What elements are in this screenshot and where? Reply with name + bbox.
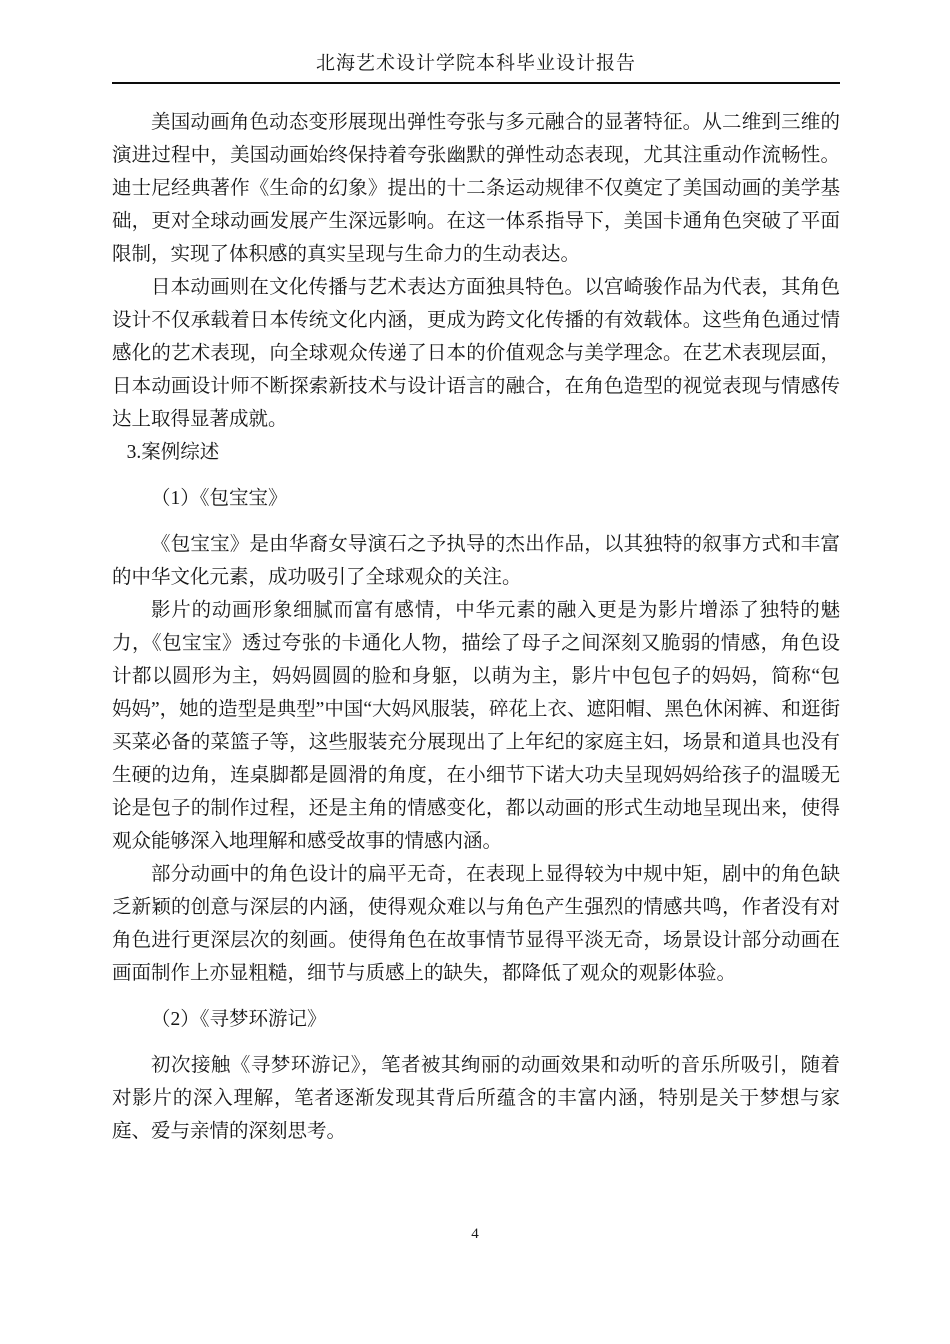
heading-case-overview: 3.案例综述	[126, 442, 220, 463]
paragraph-bao-analysis: 影片的动画形象细腻而富有感情，中华元素的融入更是为影片增添了独特的魅力，《包宝宝》透过夸张的卡通化人物，描绘了母子之间深刻又脆弱的情感，角色设计都以圆形为主，妈妈圆圆的脸和身躯，以萌为主，影片中包包子的妈妈，简称“包妈妈”，她的造型是典型”中国“大妈风服装，碎花上衣、遮阳帽、黑色休闲裤、和逛街买菜必备的菜篮子等，这些服装充分展现出了上年纪的家庭主妇，场景和道具也没有生硬的边角，连桌脚都是圆滑的角度，在小细节下诺大功夫呈现妈妈给孩子的温暖无论是包子的制作过程，还是主角的情感变化，都以动画的形式生动地呈现出来，使得观众能够深入地理解和感受故事的情感内涵。	[112, 600, 840, 852]
header-divider	[112, 76, 840, 84]
report-header-title: 北海艺术设计学院本科毕业设计报告	[315, 53, 636, 74]
paragraph-bao-critique: 部分动画中的角色设计的扁平无奇，在表现上显得较为中规中矩，剧中的角色缺乏新颖的创意与深层的内涵，使得观众难以与角色产生强烈的情感共鸣，作者没有对角色进行更深层次的刻画。使得角色在故事情节显得平淡无奇，场景设计部分动画在画面制作上亦显粗糙，细节与质感上的缺失，都降低了观众的观影体验。	[112, 864, 840, 984]
document-body	[112, 106, 840, 1148]
paragraph-bao-intro: 《包宝宝》是由华裔女导演石之予执导的杰出作品，以其独特的叙事方式和丰富的中华文化元素，成功吸引了全球观众的关注。	[112, 534, 840, 588]
paragraph-jp-animation: 日本动画则在文化传播与艺术表达方面独具特色。以宫崎骏作品为代表，其角色设计不仅承载着日本传统文化内涵，更成为跨文化传播的有效载体。这些角色通过情感化的艺术表现，向全球观众传递了日本的价值观念与美学理念。在艺术表现层面，日本动画设计师不断探索新技术与设计语言的融合，在角色造型的视觉表现与情感传达上取得显著成就。	[112, 277, 840, 430]
page-header	[112, 0, 840, 76]
paragraph-us-animation: 美国动画角色动态变形展现出弹性夸张与多元融合的显著特征。从二维到三维的演进过程中，美国动画始终保持着夸张幽默的弹性动态表现，尤其注重动作流畅性。迪士尼经典著作《生命的幻象》提出的十二条运动规律不仅奠定了美国动画的美学基础，更对全球动画发展产生深远影响。在这一体系指导下，美国卡通角色突破了平面限制，实现了体积感的真实呈现与生命力的生动表达。	[112, 112, 840, 265]
subheading-coco: （2）《寻梦环游记》	[151, 1009, 327, 1030]
paragraph-coco-intro: 初次接触《寻梦环游记》，笔者被其绚丽的动画效果和动听的音乐所吸引，随着对影片的深入理解，笔者逐渐发现其背后所蕴含的丰富内涵，特别是关于梦想与家庭、爱与亲情的深刻思考。	[112, 1055, 840, 1142]
subheading-bao-baobao: （1）《包宝宝》	[151, 488, 288, 509]
page-number: 4	[471, 1226, 479, 1242]
